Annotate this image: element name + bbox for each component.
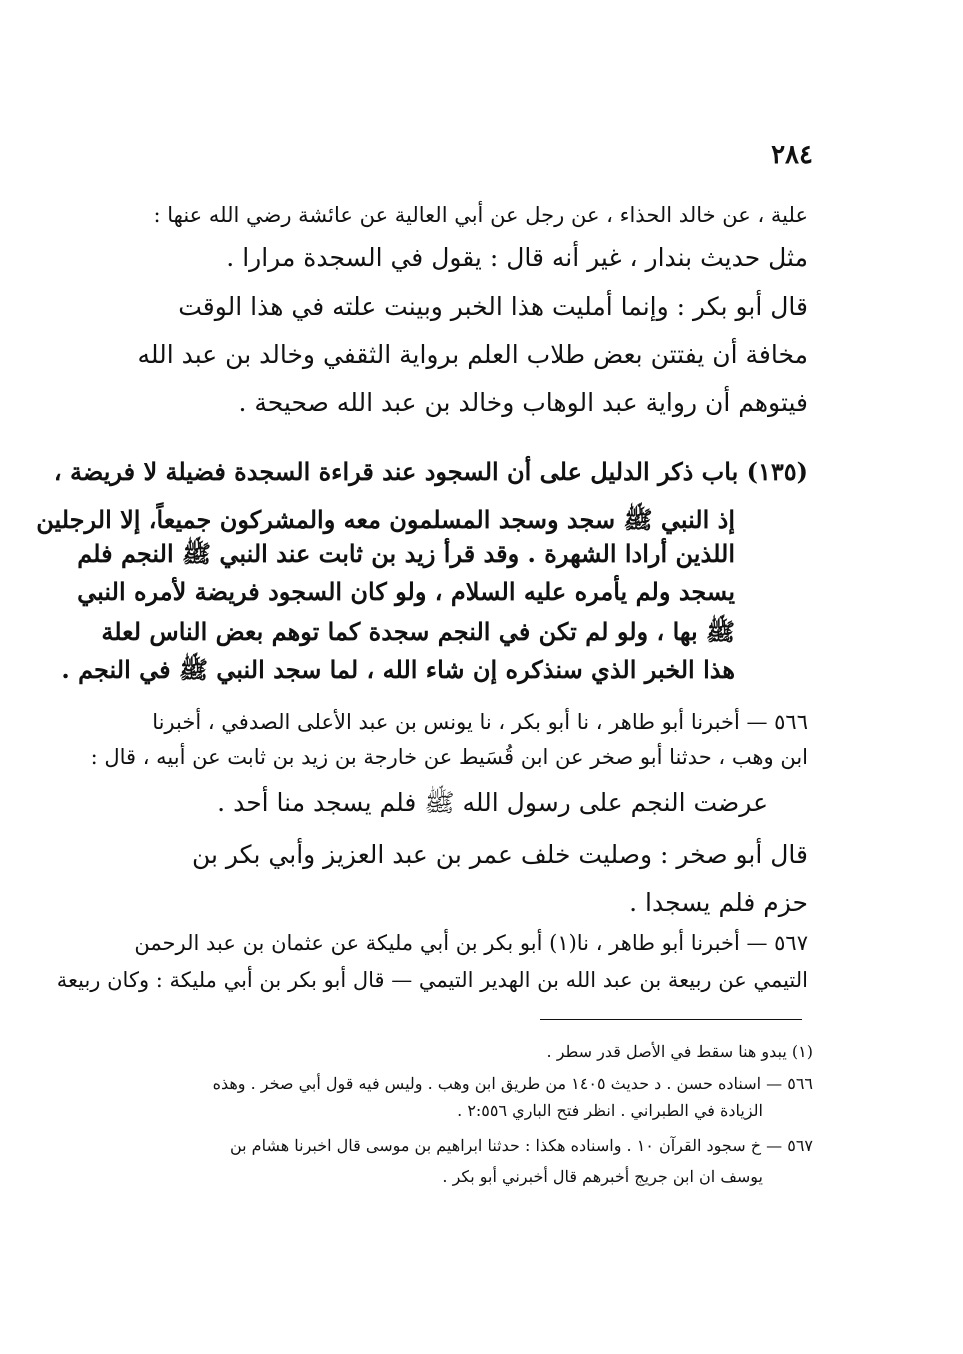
text-line: قال أبو صخر : وصليت خلف عمر بن عبد العزيز وأبي بكر بن xyxy=(191,840,808,869)
text-line: علية ، عن خالد الحذاء ، عن رجل عن أبي العالية عن عائشة رضي الله عنها : xyxy=(153,203,808,227)
chapter-heading-line: يسجد ولم يأمره عليه السلام ، ولو كان السجود فريضة لأمره النبي xyxy=(77,577,735,606)
chapter-heading: (١٣٥) باب ذكر الدليل على أن السجود عند قراءة السجدة فضيلة لا فريضة ، xyxy=(53,457,808,486)
chapter-heading-line: ﷺ بها ، ولو لم تكن في النجم سجدة كما توهم بعض الناس لعلة xyxy=(101,617,735,646)
footnote: (١) يبدو هنا سقط في الأصل قدر سطر . xyxy=(546,1042,813,1061)
footnote: ٥٦٦ — اسناده حسن . د حديث ١٤٠٥ من طريق ابن وهب . وليس فيه قول أبي صخر . وهذه xyxy=(212,1074,813,1093)
hadith-566-line: ابن وهب ، حدثنا أبو صخر عن ابن قُسَيط عن خارجة بن زيد بن ثابت عن أبيه ، قال : xyxy=(90,745,808,769)
text-line: قال أبو بكر : وإنما أمليت هذا الخبر وبينت علته في هذا الوقت xyxy=(178,292,808,321)
chapter-heading-line: هذا الخبر الذي سنذكره إن شاء الله ، لما سجد النبي ﷺ في النجم . xyxy=(61,655,735,684)
hadith-566-line: عرضت النجم على رسول الله ﷺ فلم يسجد منا أحد . xyxy=(217,788,768,817)
text-line: مخافة أن يفتتن بعض طلاب العلم برواية الثقفي وخالد بن عبد الله xyxy=(137,340,808,369)
footnote: الزيادة في الطبراني . انظر فتح الباري ٢:٥٥٦ . xyxy=(457,1101,763,1120)
hadith-566-line: ٥٦٦ — أخبرنا أبو طاهر ، نا أبو بكر ، نا يونس بن عبد الأعلى الصدفي ، أخبرنا xyxy=(152,710,808,734)
text-line: حزم فلم يسجدا . xyxy=(629,888,808,917)
footnote: ٥٦٧ — خ سجود القرآن ١٠ . واسناده هكذا : حدثنا ابراهيم بن موسى قال اخبرنا هشام بن xyxy=(229,1136,813,1155)
hadith-567-line: التيمي عن ربيعة بن عبد الله بن الهدير التيمي — قال أبو بكر بن أبي مليكة : وكان ربيعة xyxy=(56,968,808,992)
text-line: فيتوهم أن رواية عبد الوهاب وخالد بن عبد الله صحيحة . xyxy=(238,388,808,417)
chapter-heading-line: اللذين أرادا الشهرة . وقد قرأ زيد بن ثابت عند النبي ﷺ النجم فلم xyxy=(77,539,735,568)
text-line: مثل حديث بندار ، غير أنه قال : يقول في السجدة مرارا . xyxy=(226,243,808,272)
chapter-heading-line: إذ النبي ﷺ سجد وسجد المسلمون معه والمشركون جميعاً، إلا الرجلين xyxy=(36,505,735,534)
footnote: يوسف ان ابن جريج أخبرهم قال أخبرني أبو بكر . xyxy=(442,1167,763,1186)
page-number: ٢٨٤ xyxy=(771,140,813,170)
footnote-separator xyxy=(540,1019,802,1020)
hadith-567-line: ٥٦٧ — أخبرنا أبو طاهر ، نا(١) أبو بكر بن أبي مليكة عن عثمان بن عبد الرحمن xyxy=(134,931,808,955)
